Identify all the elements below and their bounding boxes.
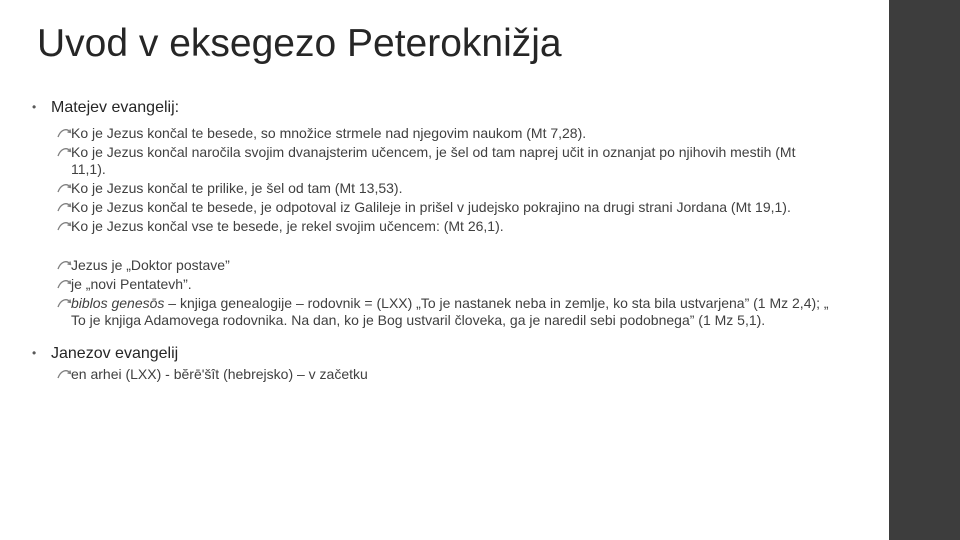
spacer	[32, 329, 832, 344]
curved-arrow-icon	[57, 258, 72, 272]
list-item-text: en arhei (LXX) - bĕrē'šît (hebrejsko) – v začetku	[71, 366, 368, 382]
curved-arrow-icon	[57, 145, 72, 159]
section-heading-label: Janezov evangelij	[51, 345, 179, 362]
slide-content	[32, 98, 832, 383]
list-item	[32, 125, 832, 142]
list-item	[32, 199, 832, 216]
list-item-text: Ko je Jezus končal te besede, je odpotoval iz Galileje in prišel v judejsko pokrajino na drugi strani Jordana (Mt 19,1).	[71, 199, 791, 215]
section-heading-label: Matejev evangelij:	[51, 99, 180, 116]
list-item	[32, 295, 832, 329]
section-heading-janez	[32, 344, 832, 363]
bullet-icon: •	[32, 346, 37, 360]
list-item-text: je „novi Pentatevh”.	[71, 276, 192, 292]
curved-arrow-icon	[57, 126, 72, 140]
curved-arrow-icon	[57, 181, 72, 195]
list-item	[32, 276, 832, 293]
spacer	[32, 235, 832, 257]
list-item-text: Ko je Jezus končal te prilike, je šel od tam (Mt 13,53).	[71, 180, 403, 196]
list-item	[32, 144, 832, 178]
curved-arrow-icon	[57, 219, 72, 233]
term-italic: biblos genesōs	[71, 295, 165, 311]
list-item-text: Ko je Jezus končal vse te besede, je rekel svojim učencem: (Mt 26,1).	[71, 218, 504, 234]
list-item	[32, 366, 832, 383]
list-item-text: – knjiga genealogije – rodovnik = (LXX) „To je nastanek neba in zemlje, ko sta bila ustvarjena” (1 Mz 2,4); „ To je knjiga Adamovega rodovnika. Na dan, ko je Bog ustvaril človeka, ga je naredil sebi podobnega” (1 Mz 5,1).	[71, 295, 829, 328]
section-heading-matej	[32, 98, 832, 117]
decorative-sidebar	[889, 0, 960, 540]
curved-arrow-icon	[57, 296, 72, 310]
list-item	[32, 218, 832, 235]
list-item-text: Jezus je „Doktor postave”	[71, 257, 230, 273]
slide-title: Uvod v eksegezo Peteroknižja	[37, 22, 562, 65]
list-item	[32, 257, 832, 274]
list-item-text: Ko je Jezus končal naročila svojim dvanajsterim učencem, je šel od tam naprej učit in oznanjat po njihovih mestih (Mt 11,1).	[71, 144, 796, 177]
curved-arrow-icon	[57, 200, 72, 214]
list-item	[32, 180, 832, 197]
bullet-icon: •	[32, 100, 37, 114]
curved-arrow-icon	[57, 367, 72, 381]
curved-arrow-icon	[57, 277, 72, 291]
list-item-text: Ko je Jezus končal te besede, so množice strmele nad njegovim naukom (Mt 7,28).	[71, 125, 587, 141]
